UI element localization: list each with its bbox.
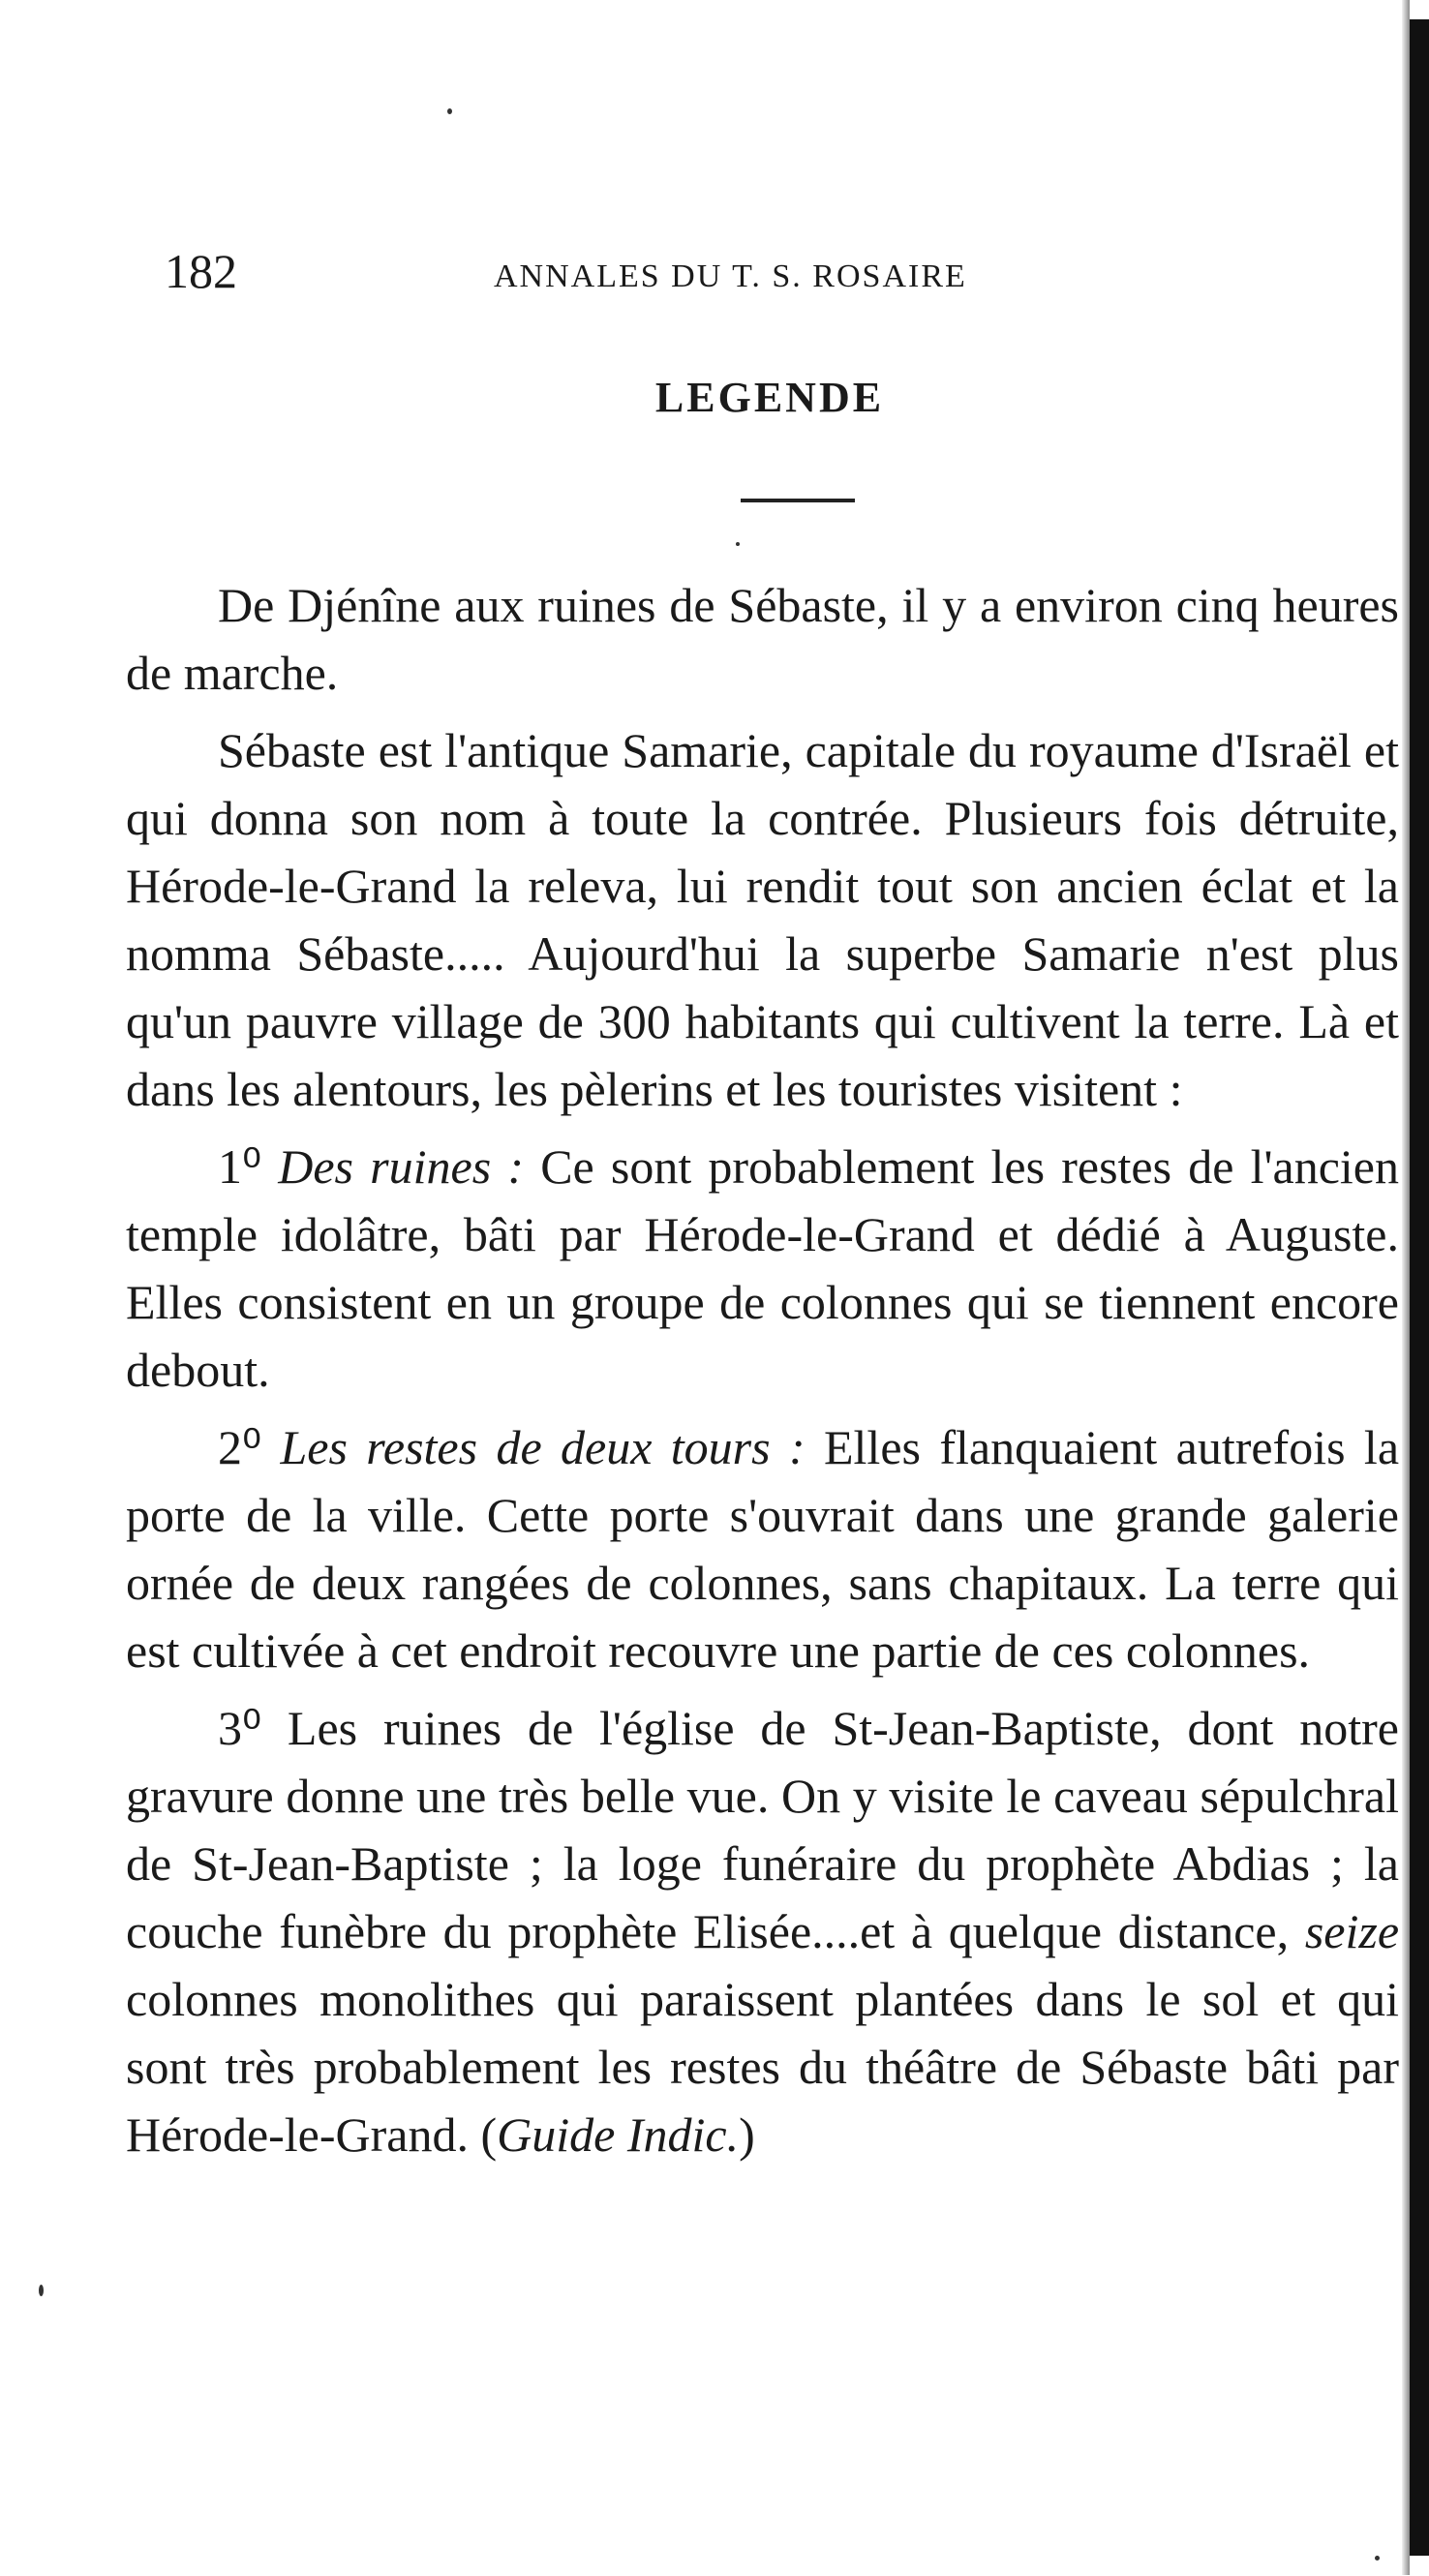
item-heading: Des ruines : — [278, 1139, 524, 1194]
paragraph-4 — [126, 1413, 1399, 1684]
title-rule — [741, 499, 855, 502]
item-text: Elles flanquaient autrefois la porte de la ville. Cette porte s'ouvrait dans une grande galerie ornée de deux rangées de colonnes, sans chapitaux. La terre qui est cultivée à cet endroit recouvre une partie de ces colonnes. — [126, 1420, 1399, 1678]
scan-speck — [1375, 2556, 1380, 2561]
item-number: 1⁰ — [218, 1139, 262, 1194]
item-number: 2⁰ — [218, 1420, 262, 1474]
scan-speck — [39, 2285, 44, 2296]
citation-close: ) — [739, 2107, 755, 2162]
item-number: 3⁰ — [218, 1701, 262, 1755]
section-title: LEGENDE — [654, 374, 885, 421]
paragraph-2: Sébaste est l'antique Samarie, capitale du royaume d'Israël et qui donna son nom à toute la contrée. Plusieurs fois détruite, Hérode-le-Grand la releva, lui rendit tout son ancien éclat et la nomma Sébaste..... Aujourd'hui la superbe Samarie n'est plus qu'un pauvre village de 300 habitants qui cultivent la terre. Là et dans les alentours, les pèlerins et les touristes visitent : — [126, 723, 1399, 1116]
page-header — [165, 242, 1346, 310]
page-number: 182 — [165, 244, 237, 298]
scan-speck — [736, 542, 740, 546]
item-text: Les ruines de l'église de St-Jean-Baptiste, dont notre gravure donne une très belle vue. On y visite le caveau sépulchral de St-Jean-Baptiste ; la loge funéraire du prophète Abdias ; la couche funèbre du prophète Elisée....et à quelque distance, — [126, 1701, 1399, 1958]
paragraph-5 — [126, 1694, 1399, 2168]
item-text-continued: colonnes monolithes qui paraissent plantées dans le sol et qui sont très probablement les restes du théâtre de Sébaste bâti par Hérode-le-Grand. ( — [126, 1972, 1399, 2162]
emphasis-word: seize — [1304, 1904, 1399, 1958]
body-text — [126, 571, 1399, 2178]
item-text: Ce sont probablement les restes de l'ancien temple idolâtre, bâti par Hérode-le-Grand et dédié à Auguste. Elles consistent en un groupe de colonnes qui se tiennent encore debout. — [126, 1139, 1399, 1397]
item-heading: Les restes de deux tours : — [280, 1420, 806, 1474]
paragraph-1: De Djénîne aux ruines de Sébaste, il y a environ cinq heures de marche. — [126, 578, 1399, 700]
running-title: ANNALES DU T. S. ROSAIRE — [494, 258, 967, 294]
paragraph-3 — [126, 1133, 1399, 1404]
citation: Guide Indic. — [497, 2107, 740, 2162]
scan-speck — [447, 108, 452, 114]
